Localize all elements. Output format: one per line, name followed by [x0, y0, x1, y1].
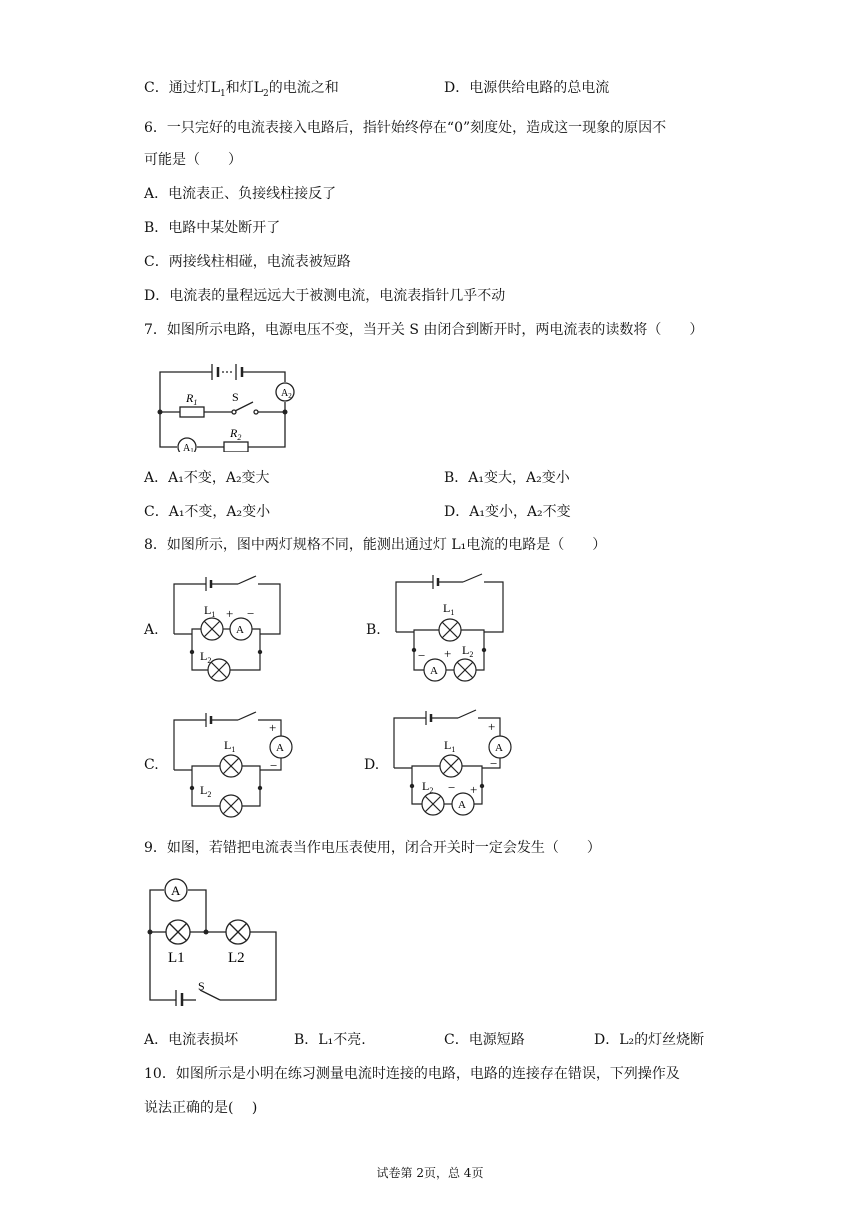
svg-text:A: A [458, 799, 466, 811]
svg-text:L2: $L_2$ [200, 783, 212, 799]
q5-option-c: C．通过灯$L_1$和灯$L_2$的电流之和 [144, 80, 339, 99]
q6-stem-line1: 6．一只完好的电流表接入电路后，指针始终停在“0”刻度处，造成这一现象的原因不 [144, 120, 667, 136]
q8-circuit-d [386, 706, 520, 818]
q7-stem: 7．如图所示电路，电源电压不变，当开关 S 由闭合到断开时，两电流表的读数将（ ） [144, 322, 704, 338]
svg-text:S: S [232, 390, 239, 404]
q8-circuit-a [166, 572, 286, 684]
q5-option-d: D．电源供给电路的总电流 [444, 80, 610, 96]
svg-text:+: + [488, 719, 496, 734]
q8-circuit-b [388, 572, 518, 684]
svg-text:R2: $R_2$ [230, 426, 242, 442]
q8-option-b-label: B. [366, 622, 381, 638]
q8-option-d-label: D. [364, 757, 380, 773]
q7-ammeter-a2: $A_2$ [281, 388, 292, 400]
svg-text:−: − [418, 648, 426, 663]
q7-option-b: B．A₁变大，A₂变小 [444, 470, 570, 486]
svg-text:+: + [269, 720, 277, 735]
q7-option-a: A．A₁不变，A₂变大 [144, 470, 270, 486]
svg-text:S: S [198, 979, 205, 993]
q9-stem: 9．如图，若错把电流表当作电压表使用，闭合开关时一定会发生（ ） [144, 840, 601, 856]
svg-text:A: A [236, 624, 244, 636]
svg-text:L1: L1 [168, 950, 185, 966]
q8-option-c-label: C. [144, 757, 159, 773]
svg-text:−: − [247, 606, 255, 621]
q10-stem-line2: 说法正确的是( ) [144, 1100, 258, 1116]
svg-text:A: A [171, 883, 181, 898]
q7-circuit-diagram [150, 352, 300, 452]
q6-option-a: A．电流表正、负接线柱接反了 [144, 186, 337, 202]
q6-stem-line2: 可能是（ ） [144, 152, 242, 168]
svg-text:+: + [444, 646, 452, 661]
q9-option-a: A．电流表损坏 [144, 1032, 239, 1048]
svg-text:+: + [470, 782, 478, 797]
svg-text:−: − [270, 758, 278, 773]
q9-option-d: D．L₂的灯丝烧断 [594, 1032, 705, 1048]
page-footer: 试卷第 2页，总 4页 [376, 1166, 484, 1180]
svg-text:A: A [495, 742, 503, 754]
svg-text:L2: $L_2$ [462, 643, 474, 659]
svg-text:L2: $L_2$ [422, 779, 434, 795]
q6-option-d: D．电流表的量程远远大于被测电流，电流表指针几乎不动 [144, 288, 506, 304]
q8-option-a-label: A. [144, 622, 159, 638]
q9-option-b: B．L₁不亮. [294, 1032, 366, 1048]
svg-text:−: − [490, 756, 498, 771]
q7-junction-left [158, 410, 163, 415]
q6-option-b: B．电路中某处断开了 [144, 220, 281, 236]
q7-option-d: D．A₁变小，A₂不变 [444, 504, 571, 520]
q7-ammeter-a1: $A_1$ [183, 443, 194, 452]
svg-text:L2: $L_2$ [200, 649, 212, 665]
svg-text:A: A [430, 665, 438, 677]
q10-stem-line1: 10．如图所示是小明在练习测量电流时连接的电路，电路的连接存在错误，下列操作及 [144, 1066, 680, 1082]
q6-option-c: C．两接线柱相碰，电流表被短路 [144, 254, 351, 270]
q7-option-c: C．A₁不变，A₂变小 [144, 504, 271, 520]
q8-stem: 8．如图所示，图中两灯规格不同，能测出通过灯 L₁电流的电路是（ ） [144, 537, 607, 553]
svg-text:+: + [226, 606, 234, 621]
q7-junction-right [283, 410, 288, 415]
q9-circuit-diagram [140, 874, 290, 1006]
svg-text:L2: L2 [228, 950, 245, 966]
svg-text:L1: $L_1$ [444, 738, 456, 754]
svg-text:R1: $R_1$ [186, 391, 198, 407]
svg-text:L1: $L_1$ [443, 601, 455, 617]
q9-option-c: C．电源短路 [444, 1032, 525, 1048]
svg-text:L1: $L_1$ [224, 738, 236, 754]
svg-text:L1: $L_1$ [204, 603, 216, 619]
svg-text:A: A [276, 742, 284, 754]
q8-circuit-c [166, 708, 300, 820]
svg-text:−: − [448, 780, 456, 795]
